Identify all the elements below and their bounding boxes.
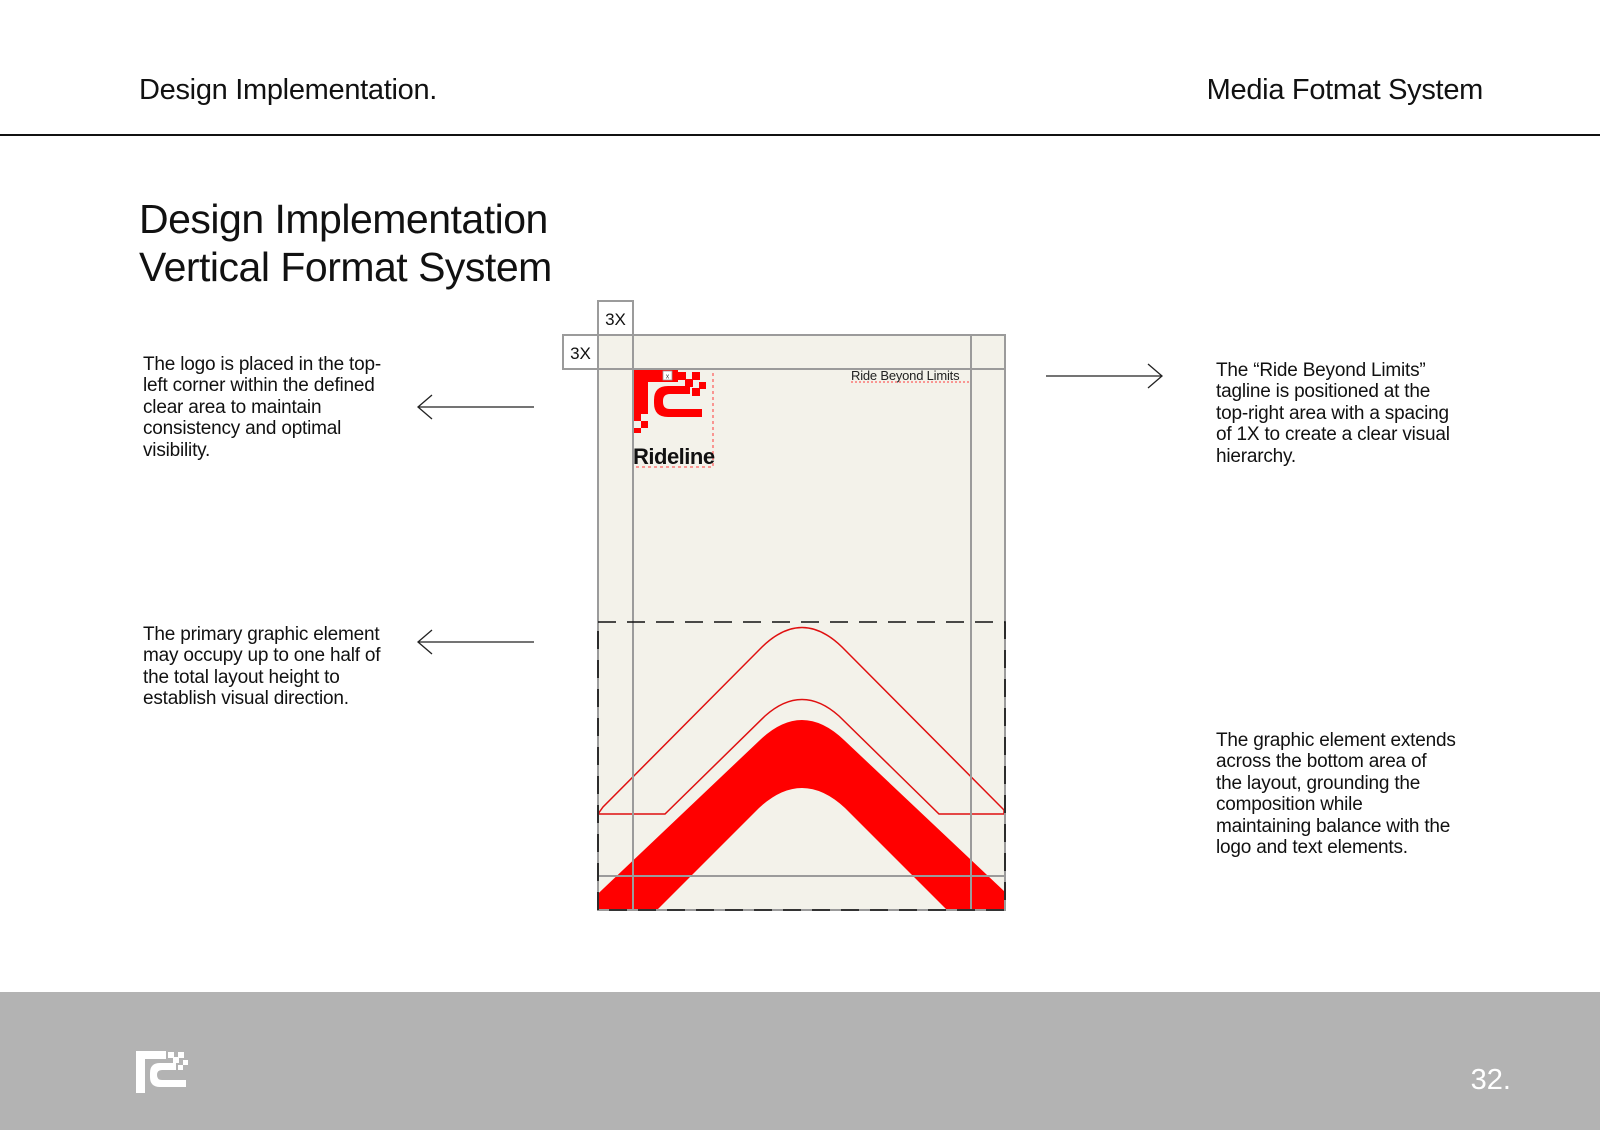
margin-label-left: 3X [570,344,591,363]
page-number: 32. [1470,1064,1511,1096]
page-title-line-2: Vertical Format System [139,244,552,290]
logo-unit-label: x [665,373,670,381]
footer-logo-icon [136,1051,196,1095]
brand-name: Rideline [633,444,715,469]
poster-tagline: Ride Beyond Limits [851,368,960,383]
note-graphic-bottom: The graphic element extends across the bottom area of the layout, grounding the composition while maintaining balance with the logo and text elements. [1216,730,1456,859]
note-graphic-height: The primary graphic element may occupy up to one half of the total layout height to establish visual direction. [143,624,381,710]
header-document-title: Media Fotmat System [1206,74,1483,106]
note-logo-placement: The logo is placed in the top-left corner within the defined clear area to maintain consistency and optimal visibility. [143,354,381,461]
margin-label-top: 3X [605,310,626,329]
footer-bar [0,992,1600,1130]
page-title-line-1: Design Implementation [139,196,548,242]
note-tagline-placement: The “Ride Beyond Limits” tagline is positioned at the top-right area with a spacing of 1X to create a clear visual hierarchy. [1216,360,1450,467]
header-section-title: Design Implementation. [139,74,438,106]
